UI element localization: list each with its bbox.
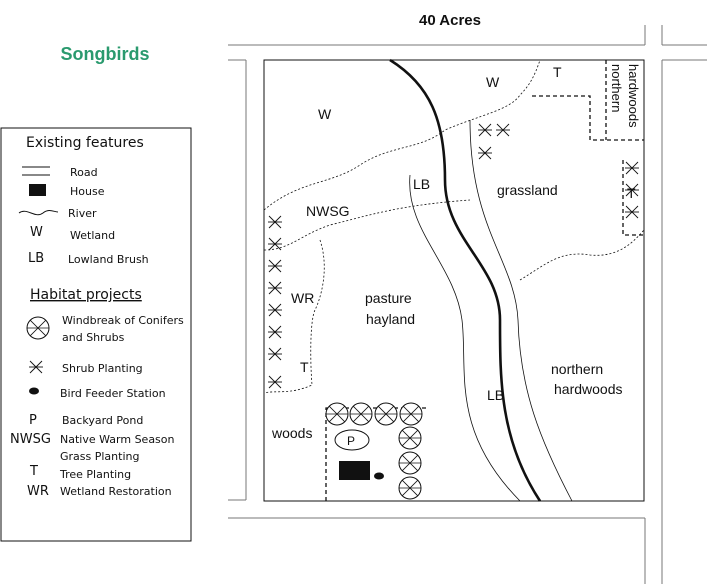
legend-tree: Tree Planting	[60, 468, 132, 481]
legend	[1, 128, 191, 541]
map-labels	[271, 64, 641, 448]
legend-lowland-brush: Lowland Brush	[68, 253, 149, 266]
legend-windbreak-1: Windbreak of Conifers	[62, 314, 184, 327]
legend-nwsg-1: Native Warm Season	[60, 433, 175, 446]
label-t-right: T	[627, 185, 636, 201]
label-lb-lower: LB	[487, 387, 505, 403]
label-woods: woods	[272, 425, 313, 441]
feeder-symbol-icon	[29, 388, 39, 395]
label-northern-vertical: northern	[609, 64, 624, 113]
legend-feeder: Bird Feeder Station	[60, 387, 166, 400]
label-hardwoods-lower: hardwoods	[554, 381, 623, 397]
legend-lb-code: LB	[28, 251, 45, 266]
legend-shrub: Shrub Planting	[62, 362, 143, 375]
windbreak-symbol-icon	[27, 317, 49, 339]
legend-river: River	[68, 207, 97, 220]
legend-wr: Wetland Restoration	[60, 485, 172, 498]
label-lb-upper: LB	[413, 176, 431, 192]
page-title: Songbirds	[60, 44, 150, 64]
label-pasture: pasture	[365, 290, 412, 306]
legend-habitat-title: Habitat projects	[30, 287, 142, 303]
bird-feeder	[374, 473, 384, 480]
legend-w-code: W	[30, 225, 43, 240]
house-symbol-icon	[29, 184, 46, 196]
label-w-left: W	[318, 106, 332, 122]
legend-nwsg-2: Grass Planting	[60, 450, 140, 463]
label-w-top: W	[486, 74, 500, 90]
lowland-brush-right-edge	[470, 120, 572, 501]
legend-existing-title: Existing features	[26, 135, 144, 151]
windbreak-plantings	[326, 403, 422, 499]
lowland-brush-left-edge	[410, 175, 520, 501]
label-t-top: T	[553, 64, 562, 80]
label-hayland: hayland	[366, 311, 416, 327]
legend-t-code: T	[30, 464, 38, 479]
label-pond: P	[347, 434, 356, 448]
label-grassland: grassland	[497, 182, 558, 198]
label-wr: WR	[291, 290, 315, 306]
label-t-left: T	[300, 359, 309, 375]
legend-wetland: Wetland	[70, 229, 116, 242]
legend-wr-code: WR	[27, 484, 49, 499]
legend-windbreak-2: and Shrubs	[62, 331, 125, 344]
house	[339, 461, 370, 480]
planting-boundaries	[326, 60, 644, 501]
legend-road: Road	[70, 166, 98, 179]
map-acreage: 40 Acres	[419, 12, 481, 29]
label-northern-lower: northern	[551, 361, 604, 377]
legend-pond: Backyard Pond	[62, 414, 144, 427]
legend-p-code: P	[29, 413, 37, 428]
legend-nwsg-code: NWSG	[10, 432, 51, 447]
label-nwsg: NWSG	[306, 203, 350, 219]
label-hardwoods-vertical: hardwoods	[626, 64, 641, 128]
legend-house: House	[70, 185, 105, 198]
